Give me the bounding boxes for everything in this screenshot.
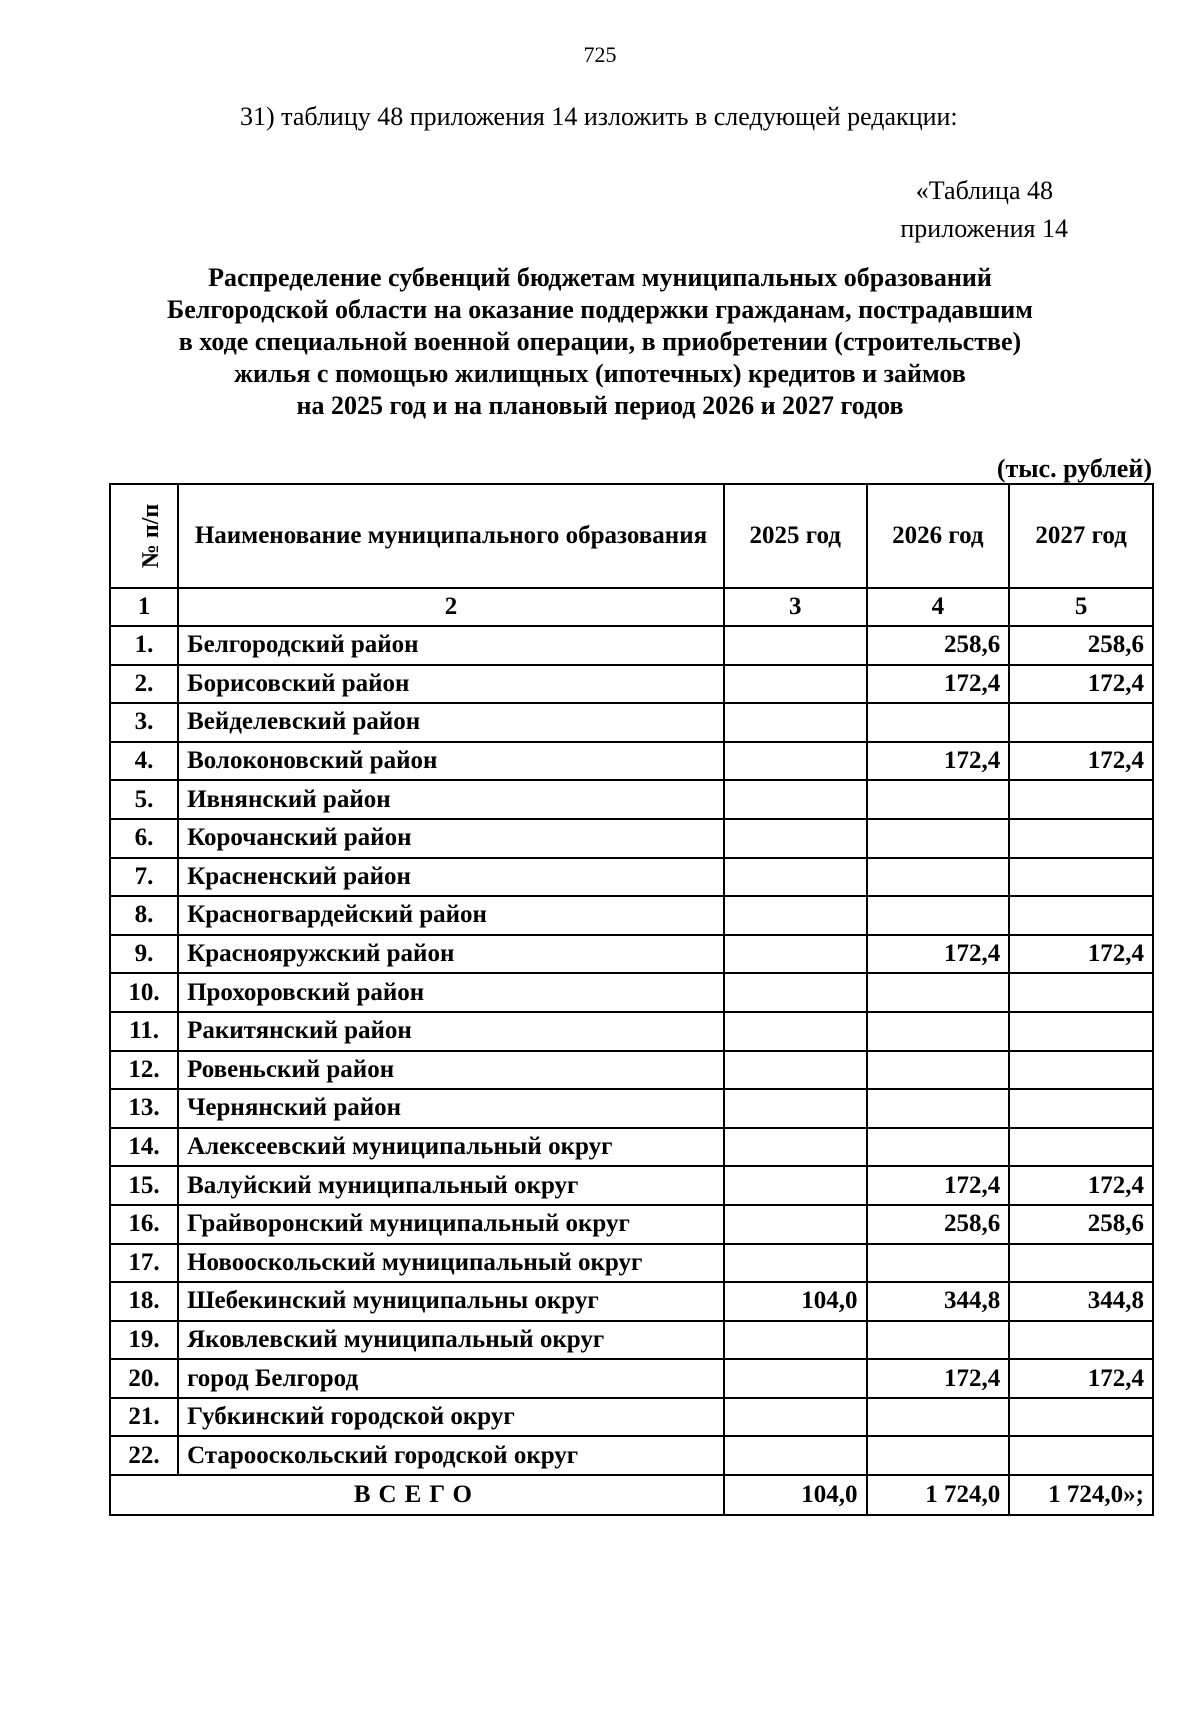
municipality-name: Борисовский район: [178, 665, 724, 704]
municipality-name: Белгородский район: [178, 626, 724, 665]
value-2025: [724, 742, 867, 781]
value-2026: [867, 858, 1010, 897]
value-2027: [1009, 1436, 1153, 1475]
table-row: [110, 858, 1153, 897]
value-2027: 258,6: [1009, 626, 1153, 665]
row-number: 19.: [110, 1321, 178, 1360]
municipality-name: Ивнянский район: [178, 780, 724, 819]
title-line: Распределение субвенций бюджетам муниципальных образований: [208, 263, 992, 292]
value-2025: [724, 1012, 867, 1051]
table-row: [110, 703, 1153, 742]
municipality-name: Корочанский район: [178, 819, 724, 858]
value-2026: [867, 896, 1010, 935]
row-number: 17.: [110, 1244, 178, 1283]
value-2026: 172,4: [867, 665, 1010, 704]
value-2025: [724, 1244, 867, 1283]
municipality-name: Шебекинский муниципальны округ: [178, 1282, 724, 1321]
table-row: [110, 626, 1153, 665]
value-2026: [867, 1436, 1010, 1475]
value-2026: 258,6: [867, 626, 1010, 665]
total-row: [110, 1475, 1153, 1515]
column-number: 5: [1009, 588, 1153, 626]
table-row: [110, 1321, 1153, 1360]
value-2027: 172,4: [1009, 665, 1153, 704]
column-number: 2: [178, 588, 724, 626]
table-caption: [900, 172, 1068, 248]
table-row: [110, 1089, 1153, 1128]
table-row: [110, 1398, 1153, 1437]
units-label: (тыс. рублей): [996, 454, 1152, 483]
table-row: [110, 1359, 1153, 1398]
row-number: 8.: [110, 896, 178, 935]
row-number: 5.: [110, 780, 178, 819]
municipality-name: Старооскольский городской округ: [178, 1436, 724, 1475]
value-2025: [724, 1128, 867, 1167]
title-line: на 2025 год и на плановый период 2026 и 2027 годов: [296, 391, 904, 420]
header-2026: 2026 год: [867, 484, 1010, 588]
intro-text: 31) таблицу 48 приложения 14 изложить в следующей редакции:: [240, 102, 958, 131]
row-number: 9.: [110, 935, 178, 974]
header-number-label: № п/п: [138, 503, 165, 569]
value-2025: 104,0: [724, 1282, 867, 1321]
row-number: 10.: [110, 973, 178, 1012]
row-number: 6.: [110, 819, 178, 858]
value-2025: [724, 819, 867, 858]
municipality-name: Краснояружский район: [178, 935, 724, 974]
value-2025: [724, 1051, 867, 1090]
municipality-name: Новооскольский муниципальный округ: [178, 1244, 724, 1283]
document-title: [100, 262, 1100, 422]
value-2026: 172,4: [867, 1166, 1010, 1205]
value-2027: [1009, 896, 1153, 935]
total-2026: 1 724,0: [867, 1475, 1010, 1515]
row-number: 13.: [110, 1089, 178, 1128]
title-line: жилья с помощью жилищных (ипотечных) кредитов и займов: [234, 359, 966, 388]
table-row: [110, 780, 1153, 819]
row-number: 15.: [110, 1166, 178, 1205]
value-2025: [724, 858, 867, 897]
table-row: [110, 896, 1153, 935]
table-row: [110, 935, 1153, 974]
subventions-table: [109, 483, 1154, 1516]
total-2025: 104,0: [724, 1475, 867, 1515]
municipality-name: Губкинский городской округ: [178, 1398, 724, 1437]
value-2027: [1009, 973, 1153, 1012]
value-2027: [1009, 1321, 1153, 1360]
value-2027: [1009, 1398, 1153, 1437]
value-2027: 172,4: [1009, 935, 1153, 974]
row-number: 16.: [110, 1205, 178, 1244]
value-2026: [867, 703, 1010, 742]
municipality-name: Грайворонский муниципальный округ: [178, 1205, 724, 1244]
value-2026: [867, 1012, 1010, 1051]
column-number: 4: [867, 588, 1010, 626]
table-row: [110, 742, 1153, 781]
value-2027: [1009, 1089, 1153, 1128]
value-2027: 258,6: [1009, 1205, 1153, 1244]
total-label: ВСЕГО: [110, 1475, 724, 1515]
table-row: [110, 973, 1153, 1012]
table-row: [110, 1051, 1153, 1090]
value-2025: [724, 935, 867, 974]
value-2027: [1009, 703, 1153, 742]
row-number: 2.: [110, 665, 178, 704]
row-number: 7.: [110, 858, 178, 897]
page-number: 725: [583, 42, 617, 67]
column-number: 3: [724, 588, 867, 626]
row-number: 18.: [110, 1282, 178, 1321]
table-row: [110, 1244, 1153, 1283]
value-2026: [867, 1244, 1010, 1283]
value-2026: 172,4: [867, 742, 1010, 781]
table-row: [110, 1282, 1153, 1321]
municipality-name: Вейделевский район: [178, 703, 724, 742]
value-2025: [724, 1089, 867, 1128]
row-number: 4.: [110, 742, 178, 781]
value-2025: [724, 780, 867, 819]
value-2026: 172,4: [867, 935, 1010, 974]
value-2026: 172,4: [867, 1359, 1010, 1398]
header-name: Наименование муниципального образования: [178, 484, 724, 588]
table-row: [110, 1128, 1153, 1167]
row-number: 12.: [110, 1051, 178, 1090]
value-2025: [724, 626, 867, 665]
value-2027: 172,4: [1009, 1166, 1153, 1205]
municipality-name: Красногвардейский район: [178, 896, 724, 935]
row-number: 14.: [110, 1128, 178, 1167]
row-number: 11.: [110, 1012, 178, 1051]
row-number: 21.: [110, 1398, 178, 1437]
title-line: Белгородской области на оказание поддержки гражданам, пострадавшим: [167, 295, 1033, 324]
value-2027: [1009, 819, 1153, 858]
row-number: 3.: [110, 703, 178, 742]
value-2026: [867, 973, 1010, 1012]
value-2026: [867, 1398, 1010, 1437]
row-number: 1.: [110, 626, 178, 665]
header-number: [110, 484, 178, 588]
value-2027: 172,4: [1009, 1359, 1153, 1398]
value-2025: [724, 896, 867, 935]
municipality-name: Ровеньский район: [178, 1051, 724, 1090]
table-row: [110, 1012, 1153, 1051]
value-2027: [1009, 780, 1153, 819]
value-2027: [1009, 1051, 1153, 1090]
table-header-row: [110, 484, 1153, 588]
table-row: [110, 1166, 1153, 1205]
municipality-name: Ракитянский район: [178, 1012, 724, 1051]
column-number: 1: [110, 588, 178, 626]
value-2026: [867, 1051, 1010, 1090]
table-row: [110, 1205, 1153, 1244]
value-2026: 258,6: [867, 1205, 1010, 1244]
value-2025: [724, 1398, 867, 1437]
value-2026: [867, 1128, 1010, 1167]
caption-table-number: «Таблица 48: [915, 176, 1053, 205]
value-2025: [724, 1205, 867, 1244]
table-row: [110, 819, 1153, 858]
value-2025: [724, 1321, 867, 1360]
value-2025: [724, 1166, 867, 1205]
value-2026: [867, 780, 1010, 819]
value-2026: [867, 1321, 1010, 1360]
row-number: 20.: [110, 1359, 178, 1398]
municipality-name: Чернянский район: [178, 1089, 724, 1128]
title-line: в ходе специальной военной операции, в приобретении (строительстве): [178, 327, 1022, 356]
value-2027: [1009, 1128, 1153, 1167]
value-2025: [724, 973, 867, 1012]
value-2025: [724, 665, 867, 704]
value-2025: [724, 1359, 867, 1398]
value-2027: 344,8: [1009, 1282, 1153, 1321]
value-2027: [1009, 1244, 1153, 1283]
municipality-name: Прохоровский район: [178, 973, 724, 1012]
value-2026: [867, 1089, 1010, 1128]
row-number: 22.: [110, 1436, 178, 1475]
table-row: [110, 1436, 1153, 1475]
caption-appendix: приложения 14: [900, 214, 1068, 243]
municipality-name: город Белгород: [178, 1359, 724, 1398]
municipality-name: Валуйский муниципальный округ: [178, 1166, 724, 1205]
value-2027: [1009, 858, 1153, 897]
value-2027: 172,4: [1009, 742, 1153, 781]
column-number-row: [110, 588, 1153, 626]
municipality-name: Красненский район: [178, 858, 724, 897]
table-row: [110, 665, 1153, 704]
municipality-name: Яковлевский муниципальный округ: [178, 1321, 724, 1360]
value-2027: [1009, 1012, 1153, 1051]
municipality-name: Волоконовский район: [178, 742, 724, 781]
header-2025: 2025 год: [724, 484, 867, 588]
value-2026: 344,8: [867, 1282, 1010, 1321]
municipality-name: Алексеевский муниципальный округ: [178, 1128, 724, 1167]
header-2027: 2027 год: [1009, 484, 1153, 588]
value-2025: [724, 703, 867, 742]
value-2026: [867, 819, 1010, 858]
value-2025: [724, 1436, 867, 1475]
total-2027: 1 724,0»;: [1009, 1475, 1153, 1515]
